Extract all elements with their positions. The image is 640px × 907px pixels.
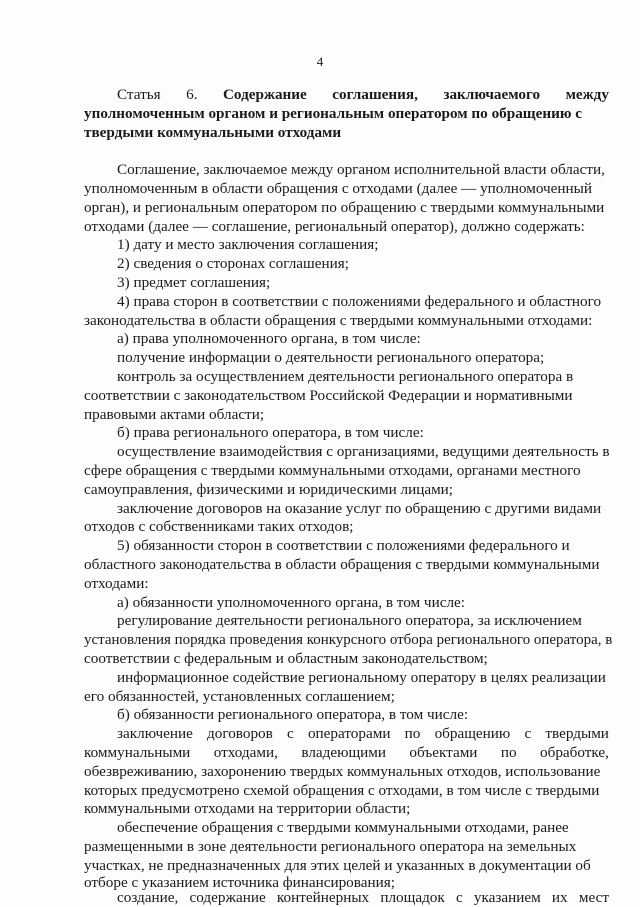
list-item: 1) дату и место заключения соглашения; xyxy=(117,236,379,253)
list-item: заключение договоров на оказание услуг по обращению с другими видами xyxy=(117,500,602,517)
body-line: создание, содержание контейнерных площадок с указанием их мест xyxy=(117,889,609,906)
list-item: б) права регионального оператора, в том числе: xyxy=(117,424,424,441)
list-item: а) обязанности уполномоченного органа, в том числе: xyxy=(117,594,465,611)
body-line: областного законодательства в области обращения с твердыми коммунальными xyxy=(84,556,600,573)
list-item: обеспечение обращения с твердыми коммунальными отходами, ранее xyxy=(117,819,569,836)
body-line: правовыми актами области; xyxy=(84,406,265,423)
body-line: соответствии с законодательством Российской Федерации и нормативными xyxy=(84,387,573,404)
body-line: коммунальными отходами на территории области; xyxy=(84,800,411,817)
list-item: 4) права сторон в соответствии с положениями федерального и областного xyxy=(117,293,602,310)
body-line: его обязанностей, установленных соглашением; xyxy=(84,688,395,705)
body-line: уполномоченным в области обращения с отходами (далее — уполномоченный xyxy=(84,180,592,197)
article-title-line-1: Статья 6. Содержание соглашения, заключаемого между xyxy=(117,86,609,103)
body-line: размещенными в зоне деятельности регионального оператора на земельных xyxy=(84,838,577,855)
body-line: сфере обращения с твердыми коммунальными отходами, органами местного xyxy=(84,462,581,479)
body-line: коммунальными отходами, владеющими объектами по обработке, xyxy=(84,744,609,761)
list-item: контроль за осуществлением деятельности регионального оператора в xyxy=(117,368,574,385)
body-line: отходами: xyxy=(84,575,149,592)
list-item: регулирование деятельности регионального оператора, за исключением xyxy=(117,612,582,629)
article-title-line-3: твердыми коммунальными отходами xyxy=(84,124,342,141)
body-line: отходами (далее — соглашение, региональный оператор), должно содержать: xyxy=(84,218,585,235)
list-item: 3) предмет соглашения; xyxy=(117,274,271,291)
body-line: участках, не предназначенных для этих целей и указанных в документации об xyxy=(84,857,591,874)
body-line: законодательства в области обращения с твердыми коммунальными отходами: xyxy=(84,312,593,329)
body-line: установления порядка проведения конкурсного отбора регионального оператора, в xyxy=(84,631,613,648)
body-line: которых предусмотрено схемой обращения с отходами, в том числе с твердыми xyxy=(84,782,600,799)
list-item: информационное содействие региональному оператору в целях реализации xyxy=(117,669,606,686)
list-item: получение информации о деятельности регионального оператора; xyxy=(117,349,545,366)
list-item: 5) обязанности сторон в соответствии с положениями федерального и xyxy=(117,537,570,554)
article-title-line-2: уполномоченным органом и региональным оператором по обращению с xyxy=(84,105,583,122)
body-line: Соглашение, заключаемое между органом исполнительной власти области, xyxy=(117,161,605,178)
body-line: соответствии с федеральным и областным законодательством; xyxy=(84,650,488,667)
list-item: б) обязанности регионального оператора, в том числе: xyxy=(117,706,469,723)
page-number: 4 xyxy=(316,54,324,69)
list-item: осуществление взаимодействия с организациями, ведущими деятельность в xyxy=(117,443,610,460)
body-line: самоуправления, физическими и юридическими лицами; xyxy=(84,481,454,498)
body-line: отходов с собственниками таких отходов; xyxy=(84,518,354,535)
body-line: отборе с указанием источника финансирования; xyxy=(84,874,395,891)
list-item: 2) сведения о сторонах соглашения; xyxy=(117,255,349,272)
list-item: а) права уполномоченного органа, в том числе: xyxy=(117,330,421,347)
body-line: обезвреживанию, захоронению твердых коммунальных отходов, использование xyxy=(84,763,601,780)
body-line: заключение договоров с операторами по обращению с твердыми xyxy=(117,725,609,742)
body-line: орган), и региональным оператором по обращению с твердыми коммунальными xyxy=(84,199,605,216)
